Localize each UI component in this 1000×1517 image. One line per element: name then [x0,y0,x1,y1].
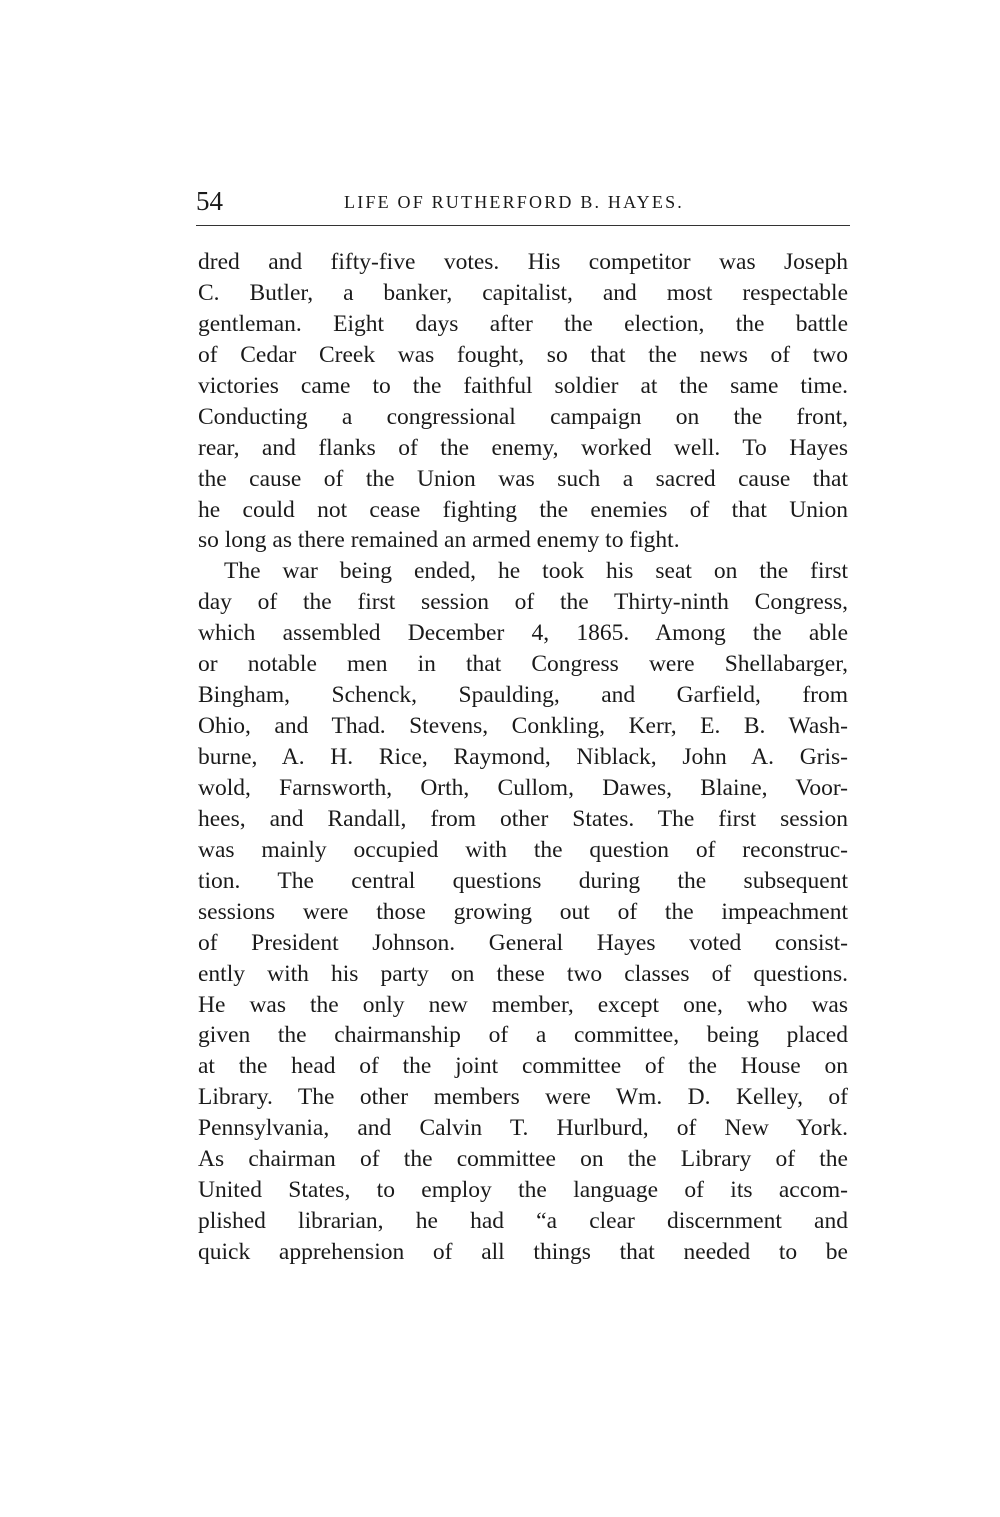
text-line: so long as there remained an armed enemy to fight. [198,527,680,554]
text-line: Pennsylvania, and Calvin T. Hurlburd, of New York. [198,1115,848,1142]
text-line: hees, and Randall, from other States. The first session [198,805,848,832]
text-line: plished librarian, he had “a clear discernment and [198,1208,848,1235]
text-line: Conducting a congressional campaign on the front, [198,403,848,430]
text-line: The war being ended, he took his seat on the first [224,558,848,585]
text-line: burne, A. H. Rice, Raymond, Niblack, John A. Gris- [198,744,848,770]
text-line: quick apprehension of all things that needed to be [198,1239,848,1265]
running-title: LIFE OF RUTHERFORD B. HAYES. [344,192,684,212]
header-rule [196,225,850,226]
text-line: was mainly occupied with the question of reconstruc- [198,836,848,863]
text-line: or notable men in that Congress were Shellabarger, [198,651,848,678]
text-line: victories came to the faithful soldier at the same time. [198,372,848,399]
text-line: day of the first session of the Thirty-ninth Congress, [198,589,848,616]
text-line: at the head of the joint committee of the House on [198,1053,848,1080]
text-line: rear, and flanks of the enemy, worked well. To Hayes [198,434,848,461]
text-line: tion. The central questions during the subsequent [198,867,848,894]
text-line: United States, to employ the language of its accom- [198,1177,848,1204]
text-line: Library. The other members were Wm. D. Kelley, of [198,1084,848,1111]
body-text [198,247,848,1268]
text-line: he could not cease fighting the enemies of that Union [198,496,848,523]
text-line: of Cedar Creek was fought, so that the news of two [198,341,848,368]
text-line: sessions were those growing out of the impeachment [198,898,848,925]
text-line: which assembled December 4, 1865. Among the able [198,620,848,647]
text-line: dred and fifty-five votes. His competitor was Joseph [198,249,848,275]
text-line: wold, Farnsworth, Orth, Cullom, Dawes, Blaine, Voor- [198,774,848,801]
text-line: C. Butler, a banker, capitalist, and most respectable [198,279,848,306]
text-line: Ohio, and Thad. Stevens, Conkling, Kerr, E. B. Wash- [198,713,848,740]
text-line: ently with his party on these two classes of questions. [198,960,848,987]
text-line: gentleman. Eight days after the election, the battle [198,310,848,337]
text-line: As chairman of the committee on the Library of the [198,1146,848,1173]
text-line: He was the only new member, except one, who was [198,991,848,1018]
text-line: the cause of the Union was such a sacred cause that [198,465,848,492]
running-head [196,186,850,226]
text-line: Bingham, Schenck, Spaulding, and Garfield, from [198,682,848,709]
text-line: of President Johnson. General Hayes voted consist- [198,929,848,956]
page-number: 54 [196,186,223,216]
text-line: given the chairmanship of a committee, being placed [198,1022,848,1049]
